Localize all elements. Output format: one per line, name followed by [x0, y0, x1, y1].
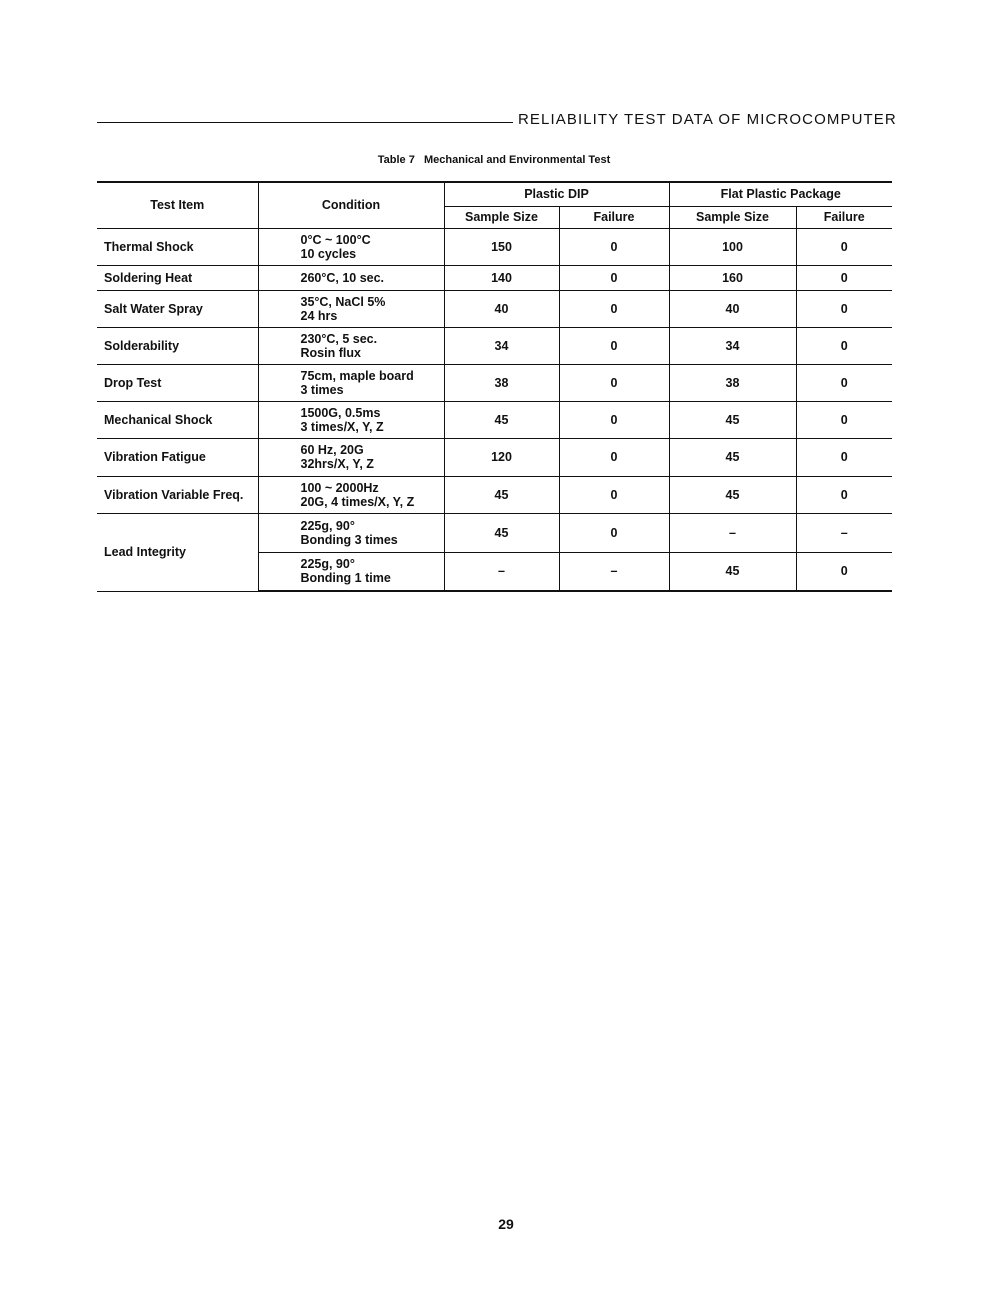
condition-line: 35°C, NaCl 5% [300, 294, 386, 309]
condition-line: 225g, 90° [300, 518, 355, 533]
running-header: RELIABILITY TEST DATA OF MICROCOMPUTER [518, 111, 897, 128]
condition-line: 32hrs/X, Y, Z [300, 457, 374, 471]
header-flat-failure: Failure [796, 206, 892, 228]
condition-cell [258, 552, 444, 591]
dip-failure-cell: 0 [559, 228, 669, 265]
condition-line: 10 cycles [300, 246, 357, 261]
condition-cell [258, 265, 444, 290]
table-row [97, 438, 892, 476]
table-row [97, 401, 892, 438]
test-item-cell: Drop Test [97, 364, 258, 401]
flat-sample-cell: 160 [669, 265, 796, 290]
header-flat-sample-size: Sample Size [669, 206, 796, 228]
header-dip-failure: Failure [559, 206, 669, 228]
flat-sample-cell: 34 [669, 327, 796, 364]
header-test-item: Test Item [97, 182, 258, 228]
table-row [97, 364, 892, 401]
condition-line: Bonding 3 times [300, 532, 398, 547]
flat-sample-cell: 45 [669, 476, 796, 513]
dip-sample-cell: – [444, 552, 559, 591]
test-item-cell: Soldering Heat [97, 265, 258, 290]
table-row [97, 228, 892, 265]
condition-line: 230°C, 5 sec. [300, 331, 378, 346]
flat-sample-cell: 45 [669, 552, 796, 591]
table-row [97, 265, 892, 290]
condition-cell [258, 364, 444, 401]
flat-failure-cell: 0 [796, 228, 892, 265]
flat-failure-cell: 0 [796, 438, 892, 476]
condition-line: 3 times [300, 382, 344, 397]
condition-line: 24 hrs [300, 308, 338, 323]
dip-sample-cell: 45 [444, 513, 559, 552]
flat-failure-cell: 0 [796, 552, 892, 591]
dip-failure-cell: 0 [559, 364, 669, 401]
condition-cell [258, 476, 444, 513]
header-flat-plastic-package: Flat Plastic Package [669, 182, 892, 206]
dip-failure-cell: 0 [559, 476, 669, 513]
dip-failure-cell: 0 [559, 265, 669, 290]
flat-failure-cell: 0 [796, 401, 892, 438]
condition-cell [258, 513, 444, 552]
test-item-cell: Solderability [97, 327, 258, 364]
dip-sample-cell: 38 [444, 364, 559, 401]
flat-failure-cell: 0 [796, 364, 892, 401]
dip-failure-cell: 0 [559, 438, 669, 476]
condition-cell [258, 438, 444, 476]
page-number: 29 [498, 1216, 514, 1232]
dip-sample-cell: 120 [444, 438, 559, 476]
table-row [97, 290, 892, 327]
condition-cell [258, 327, 444, 364]
table-caption: Table 7 Mechanical and Environmental Test [377, 154, 611, 166]
condition-line: 260°C, 10 sec. [300, 270, 385, 285]
condition-cell [258, 290, 444, 327]
dip-failure-cell: – [559, 552, 669, 591]
dip-failure-cell: 0 [559, 401, 669, 438]
test-item-cell: Mechanical Shock [97, 401, 258, 438]
flat-sample-cell: – [669, 513, 796, 552]
condition-cell [258, 228, 444, 265]
condition-line: 0°C ~ 100°C [300, 232, 371, 247]
condition-line: 1500G, 0.5ms [300, 405, 381, 420]
table-row [97, 513, 892, 552]
flat-sample-cell: 38 [669, 364, 796, 401]
flat-failure-cell: – [796, 513, 892, 552]
dip-failure-cell: 0 [559, 327, 669, 364]
condition-line: 225g, 90° [300, 557, 355, 572]
dip-failure-cell: 0 [559, 290, 669, 327]
condition-line: 75cm, maple board [300, 368, 414, 383]
dip-failure-cell: 0 [559, 513, 669, 552]
test-item-cell: Thermal Shock [97, 228, 258, 265]
condition-cell [258, 401, 444, 438]
dip-sample-cell: 150 [444, 228, 559, 265]
condition-line: 60 Hz, 20G [300, 443, 364, 457]
condition-line: 20G, 4 times/X, Y, Z [300, 494, 415, 509]
flat-failure-cell: 0 [796, 327, 892, 364]
test-item-cell: Salt Water Spray [97, 290, 258, 327]
flat-failure-cell: 0 [796, 290, 892, 327]
header-condition: Condition [258, 182, 444, 228]
condition-line: 3 times/X, Y, Z [300, 419, 384, 434]
condition-line: 100 ~ 2000Hz [300, 480, 379, 495]
flat-sample-cell: 45 [669, 401, 796, 438]
dip-sample-cell: 45 [444, 476, 559, 513]
mechanical-environmental-test-table [97, 181, 892, 592]
flat-failure-cell: 0 [796, 476, 892, 513]
flat-sample-cell: 45 [669, 438, 796, 476]
dip-sample-cell: 40 [444, 290, 559, 327]
dip-sample-cell: 34 [444, 327, 559, 364]
test-item-cell: Vibration Variable Freq. [97, 476, 258, 513]
dip-sample-cell: 140 [444, 265, 559, 290]
flat-failure-cell: 0 [796, 265, 892, 290]
condition-line: Bonding 1 time [300, 571, 391, 586]
test-item-cell: Lead Integrity [97, 513, 258, 591]
dip-sample-cell: 45 [444, 401, 559, 438]
condition-line: Rosin flux [300, 345, 361, 360]
table-row [97, 327, 892, 364]
flat-sample-cell: 40 [669, 290, 796, 327]
test-item-cell: Vibration Fatigue [97, 438, 258, 476]
flat-sample-cell: 100 [669, 228, 796, 265]
table-row [97, 476, 892, 513]
header-rule [97, 122, 513, 123]
header-plastic-dip: Plastic DIP [444, 182, 669, 206]
header-dip-sample-size: Sample Size [444, 206, 559, 228]
